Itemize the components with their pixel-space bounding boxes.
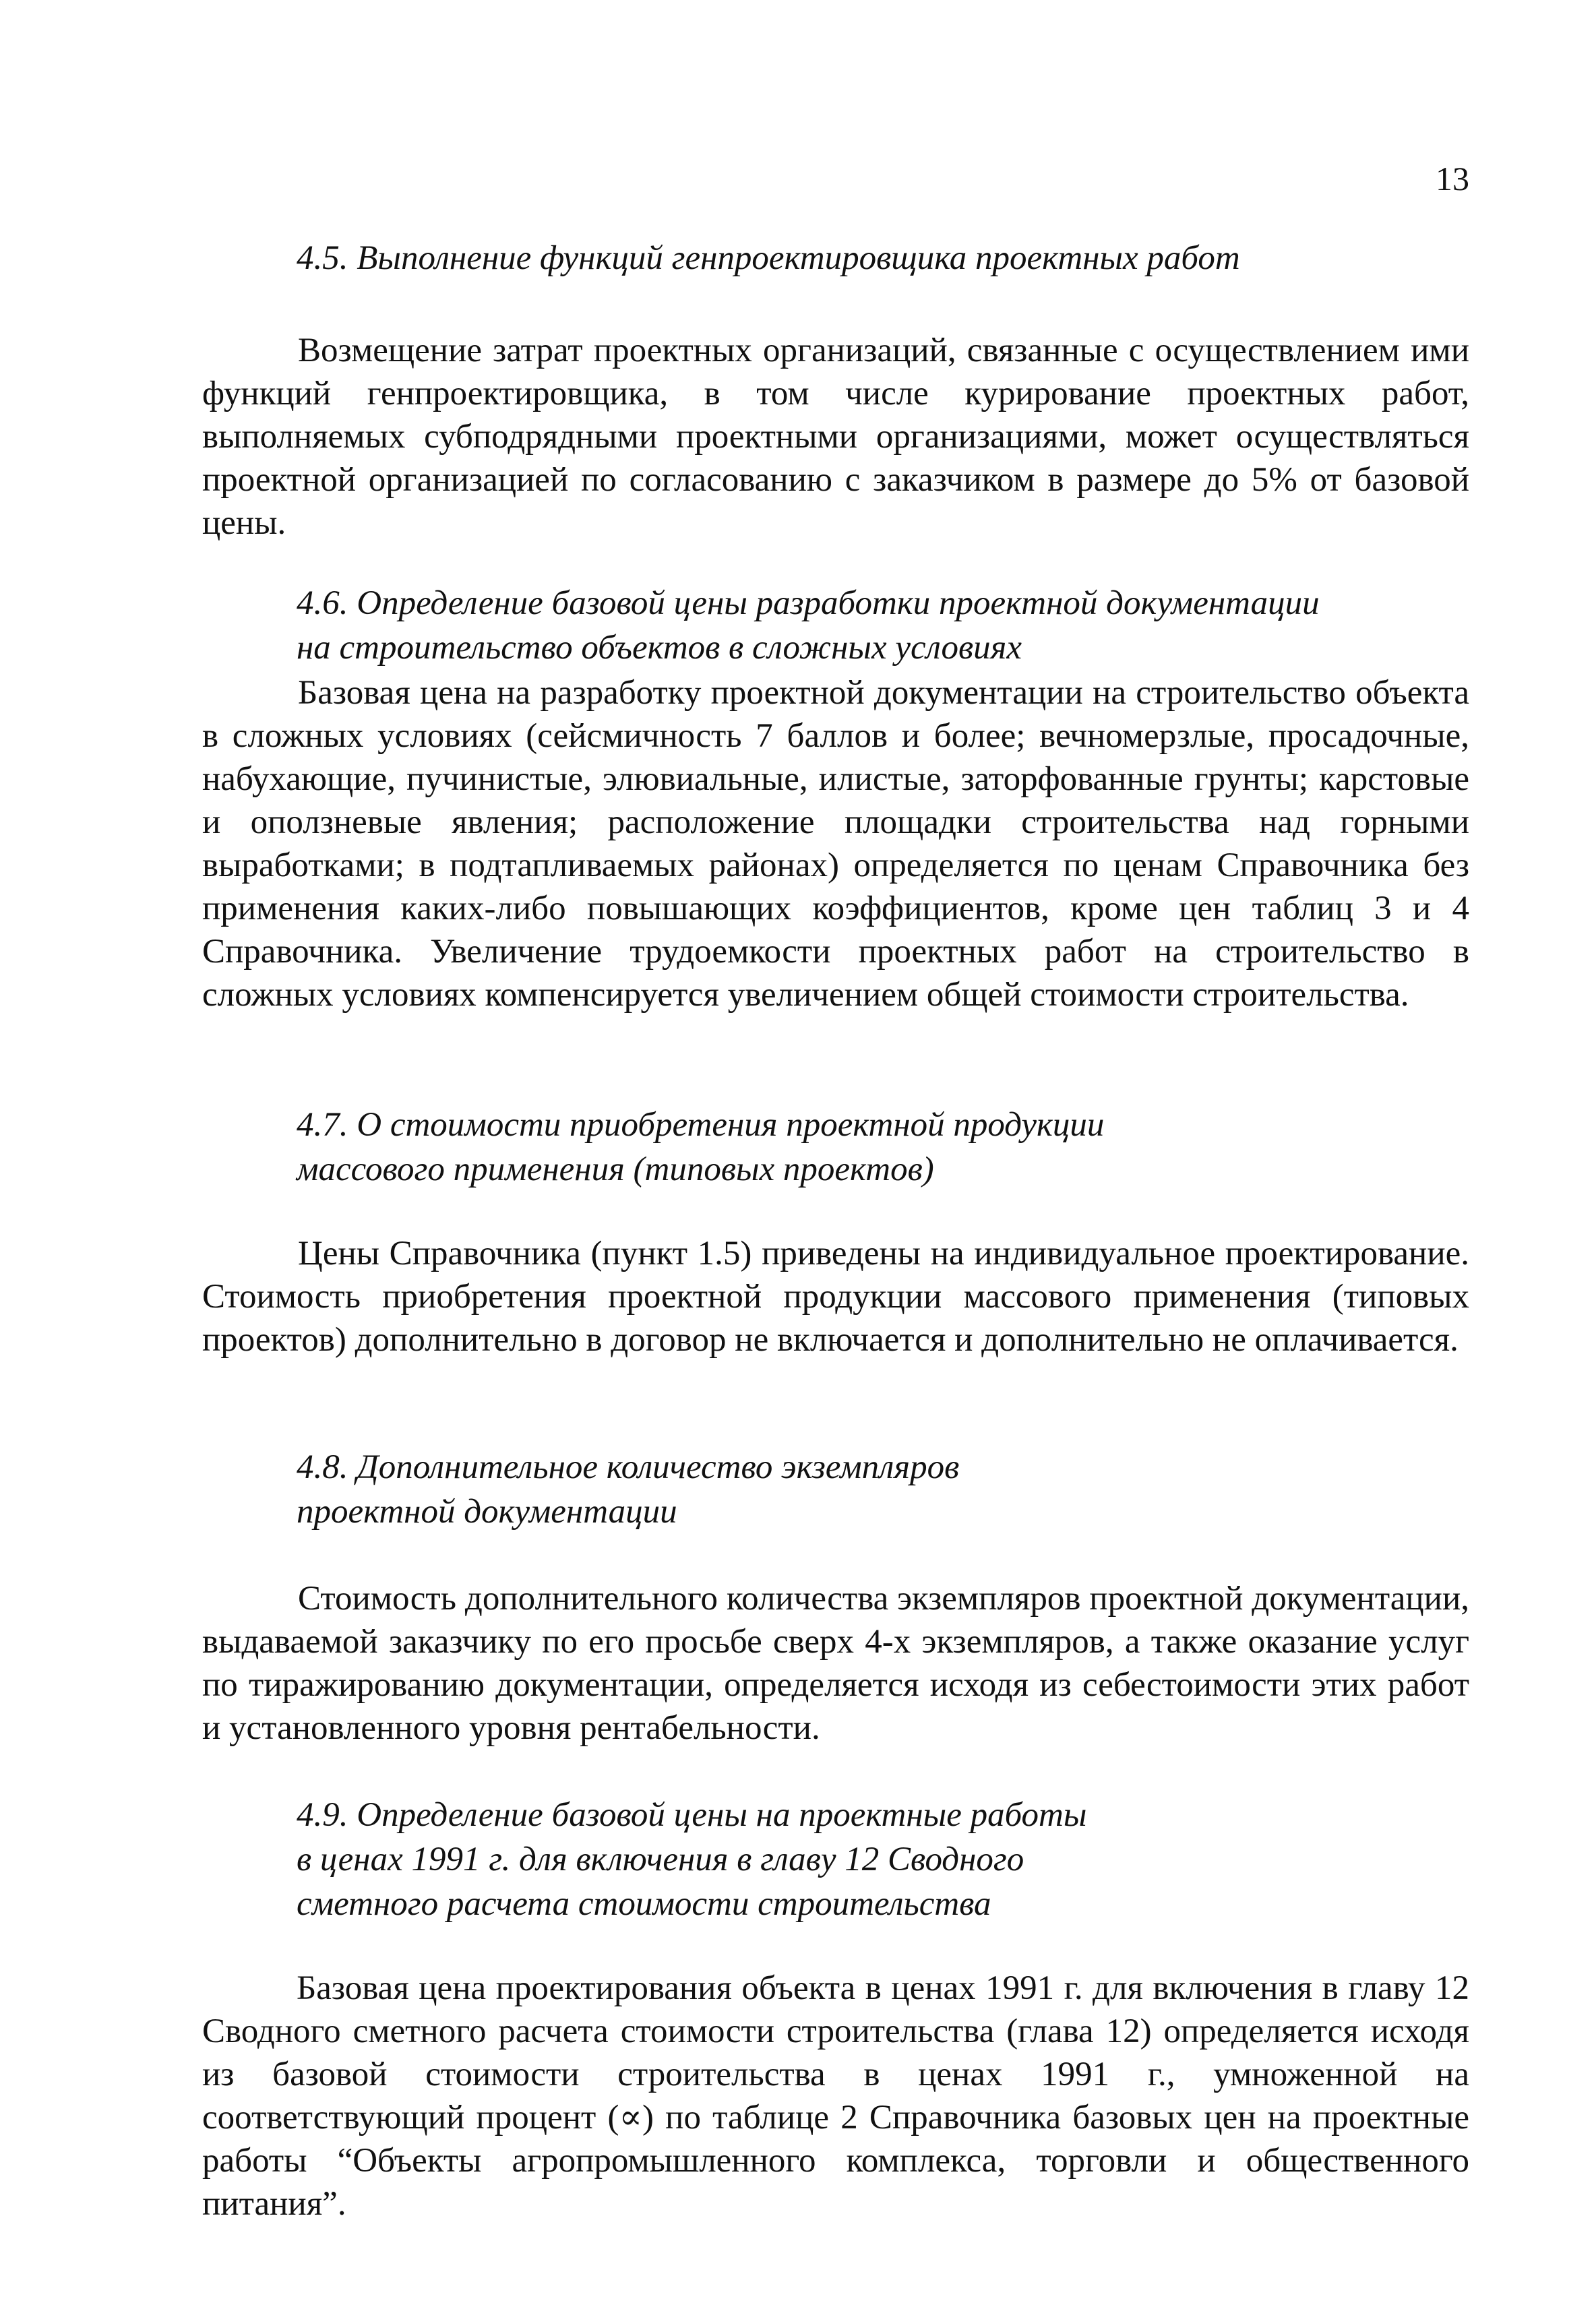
section-heading-4-7	[297, 1103, 1104, 1192]
section-body-4-6: Базовая цена на разработку проектной документации на строительство объекта в сложных условиях (сейсмичность 7 баллов и более; вечномерзлые, просадочные, набухающие, пучинистые, элювиальные, илистые, заторфованные грунты; карстовые и оползневые явления; расположение площадки строительства над горными выработками; в подтапливаемых районах) определяется по ценам Справочника без применения каких-либо повышающих коэффициентов, кроме цен таблиц 3 и 4 Справочника. Увеличение трудоемкости проектных работ на строительство в сложных условиях компенсируется увеличением общей стоимости строительства.	[202, 674, 1469, 1014]
heading-line: проектной документации	[297, 1493, 677, 1531]
section-body-4-7: Цены Справочника (пункт 1.5) приведены на индивидуальное проектирование. Стоимость приобретения проектной продукции массового применения (типовых проектов) дополнительно в договор не включается и дополнительно не оплачивается.	[202, 1235, 1469, 1359]
section-heading-4-9	[297, 1793, 1086, 1926]
section-heading-4-8	[297, 1445, 959, 1534]
section-body-4-8: Стоимость дополнительного количества экземпляров проектной документации, выдаваемой заказчику по его просьбе сверх 4-х экземпляров, а также оказание услуг по тиражированию документации, определяется исходя из себестоимости этих работ и установленного уровня рентабельности.	[202, 1580, 1469, 1747]
heading-line: 4.9. Определение базовой цены на проектные работы	[297, 1796, 1087, 1834]
section-body-4-9: Базовая цена проектирования объекта в ценах 1991 г. для включения в главу 12 Сводного сметного расчета стоимости строительства (глава 12) определяется исходя из базовой стоимости строительства в ценах 1991 г., умноженной на соответствующий процент (∝) по таблице 2 Справочника базовых цен на проектные работы “Объекты агропромышленного комплекса, торговли и общественного питания”.	[202, 1969, 1469, 2223]
section-heading-4-5	[297, 236, 1240, 280]
heading-line: 4.8. Дополнительное количество экземпляров	[297, 1448, 960, 1486]
page-number: 13	[1436, 160, 1469, 197]
section-heading-4-6	[297, 581, 1320, 670]
heading-line: в ценах 1991 г. для включения в главу 12 Сводного	[297, 1841, 1024, 1878]
section-body-4-5: Возмещение затрат проектных организаций, связанные с осуществлением ими функций генпроектировщика, в том числе курирование проектных работ, выполняемых субподрядными проектными организациями, может осуществляться проектной организацией по согласованию с заказчиком в размере до 5% от базовой цены.	[202, 332, 1469, 542]
heading-line: сметного расчета стоимости строительства	[297, 1885, 991, 1923]
heading-line: массового применения (типовых проектов)	[297, 1150, 934, 1188]
heading-line: на строительство объектов в сложных условиях	[297, 629, 1022, 667]
heading-line: 4.5. Выполнение функций генпроектировщика проектных работ	[297, 239, 1240, 277]
heading-line: 4.6. Определение базовой цены разработки проектной документации	[297, 584, 1320, 622]
heading-line: 4.7. О стоимости приобретения проектной продукции	[297, 1106, 1105, 1144]
